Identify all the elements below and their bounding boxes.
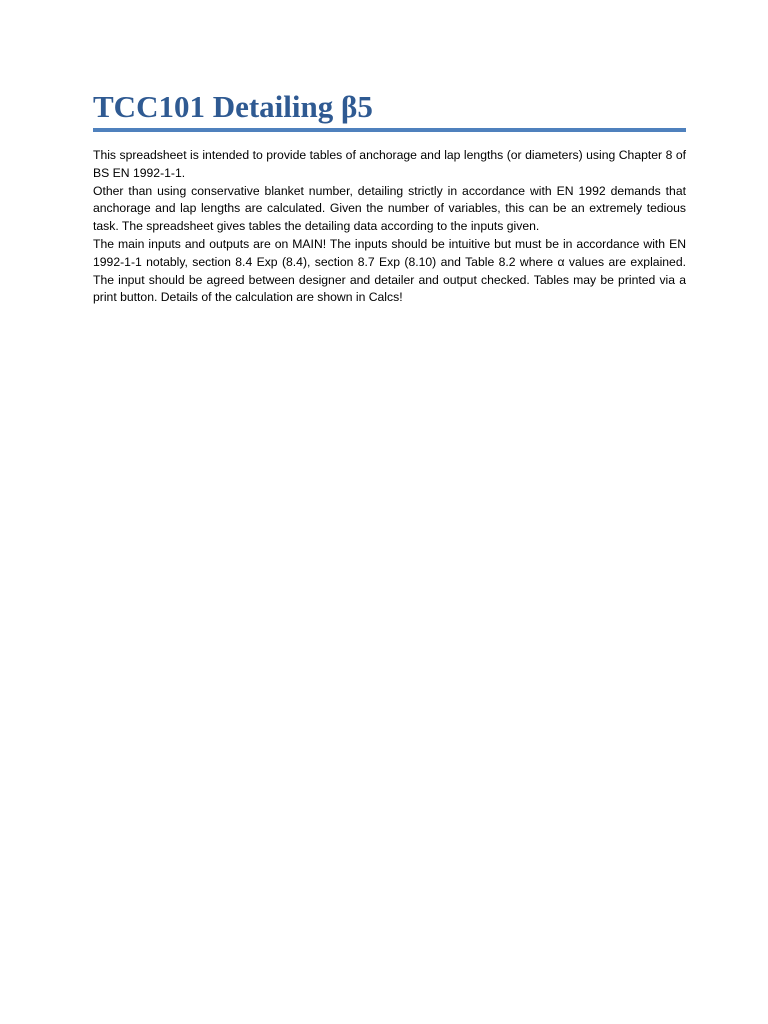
intro-paragraph: This spreadsheet is intended to provide tables of anchorage and lap lengths (or diameters) using Chapter 8 of BS EN 1992-1-1. <box>93 148 686 180</box>
document-title: TCC101 Detailing β5 <box>93 88 686 132</box>
detailing-paragraph: Other than using conservative blanket number, detailing strictly in accordance with EN 1992 demands that anchorage and lap lengths are calculated. Given the number of variables, this can be an extremely tedious task. The spreadsheet gives tables the detailing data according to the inputs given. <box>93 183 686 234</box>
inputs-outputs-paragraph: The main inputs and outputs are on MAIN! The inputs should be intuitive but must be in accordance with EN 1992-1-1 notably, section 8.4 Exp (8.4), section 8.7 Exp (8.10) and Table 8.2 where α values are explained. The input should be agreed between designer and detailer and output checked. Tables may be printed via a print button. Details of the calculation are shown in Calcs! <box>93 236 686 305</box>
document-body <box>93 147 686 307</box>
document-content <box>93 88 686 307</box>
